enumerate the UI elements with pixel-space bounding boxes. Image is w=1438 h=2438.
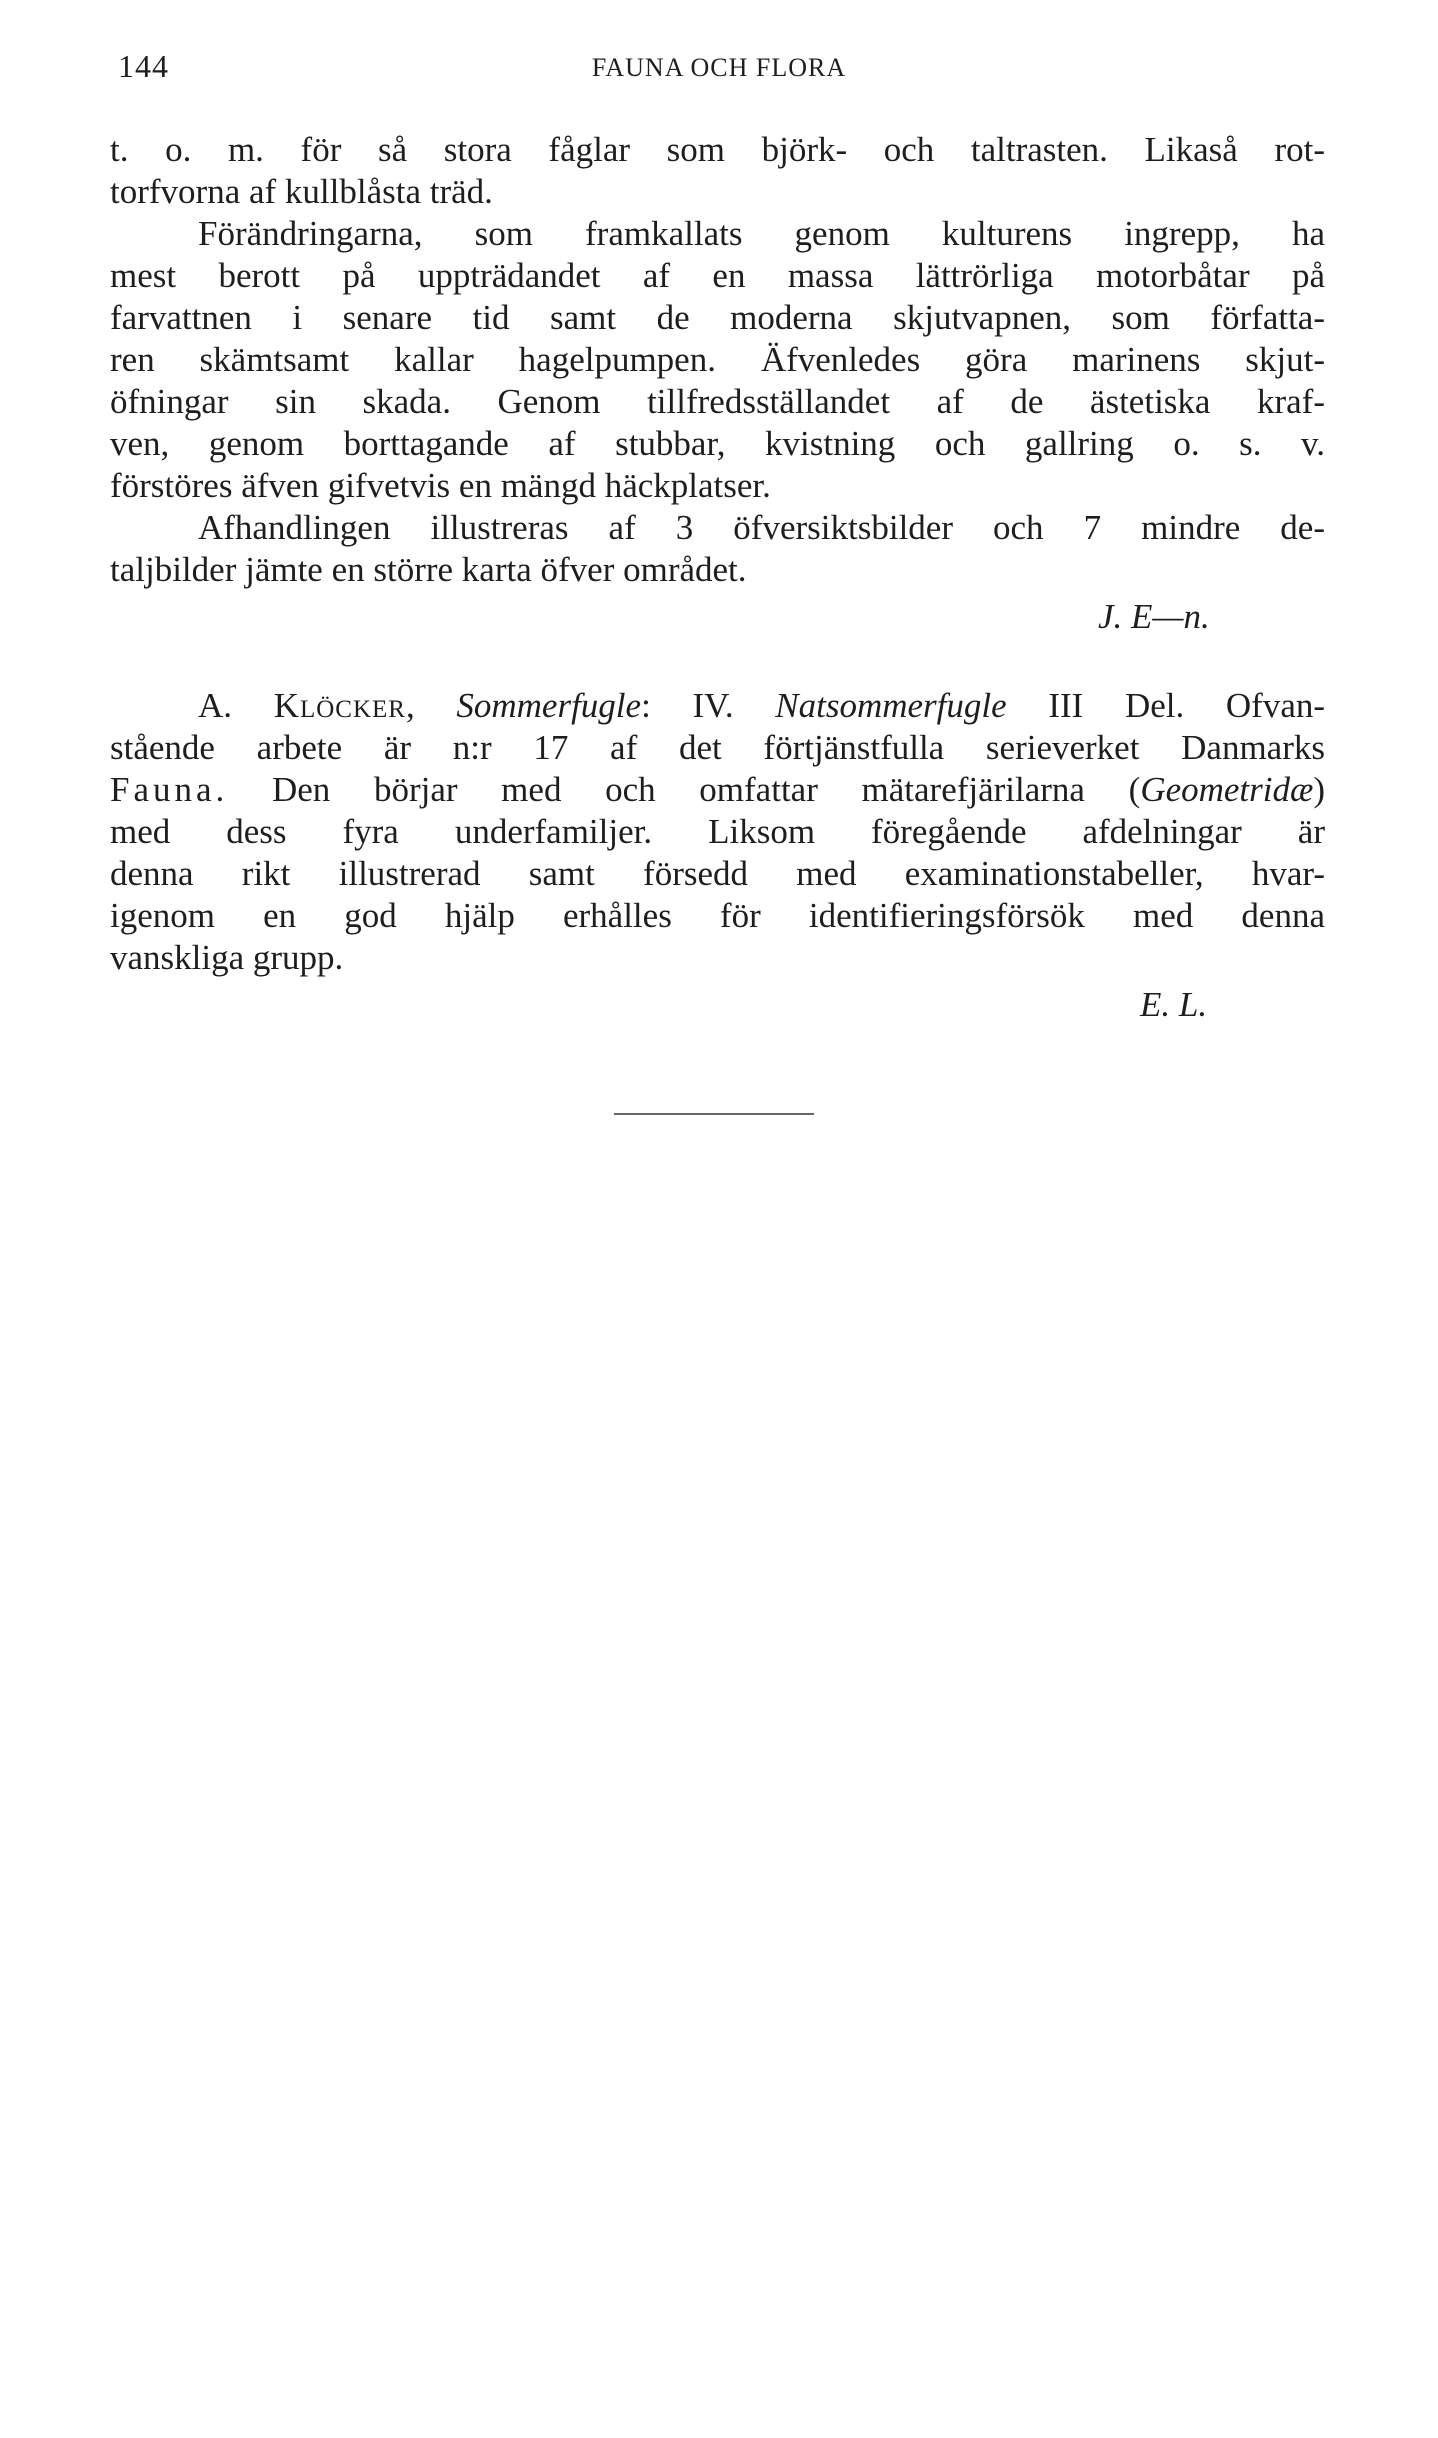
review-heading-line	[198, 685, 1325, 727]
body-line: taljbilder jämte en större karta öfver området.	[110, 550, 747, 589]
body-line: Afhandlingen illustreras af 3 öfversiktsbilder och 7 mindre de-	[198, 508, 1325, 547]
taxon-name: (Geometridæ)	[1128, 770, 1326, 809]
body-line: vanskliga grupp.	[110, 938, 344, 977]
body-line: förstöres äfven gifvetvis en mängd häckplatser.	[110, 466, 771, 505]
body-line: med dess fyra underfamiljer. Liksom föregående afdelningar är	[110, 812, 1325, 851]
review-signature: J. E—n.	[1098, 597, 1210, 636]
author-name: Klöcker	[273, 686, 406, 725]
body-line	[110, 769, 1325, 811]
book-title: Sommerfugle	[456, 686, 642, 725]
running-header: FAUNA OCH FLORA	[591, 53, 847, 82]
separator-text: : IV.	[641, 686, 734, 725]
body-line: ven, genom borttagande af stubbar, kvistning och gallring o. s. v.	[110, 424, 1325, 463]
body-line: mest berott på uppträdandet af en massa lättrörliga motorbåtar på	[110, 256, 1325, 295]
book-subtitle: Natsommerfugle	[775, 686, 1007, 725]
body-line: Förändringarna, som framkallats genom kulturens ingrepp, ha	[198, 214, 1325, 253]
body-line: öfningar sin skada. Genom tillfredsställandet af de ästetiska kraf-	[110, 382, 1325, 421]
body-line: t. o. m. för så stora fåglar som björk- och taltrasten. Likaså rot-	[110, 130, 1325, 169]
page-number: 144	[118, 48, 169, 84]
body-line: torfvorna af kullblåsta träd.	[110, 172, 493, 211]
section-divider	[614, 1113, 814, 1115]
review-signature: E. L.	[1140, 985, 1208, 1024]
heading-rest: III Del. Ofvan-	[1048, 686, 1326, 725]
body-line: stående arbete är n:r 17 af det förtjänstfulla serieverket Danmarks	[110, 728, 1325, 767]
body-line: ren skämtsamt kallar hagelpumpen. Äfvenledes göra marinens skjut-	[110, 340, 1325, 379]
author-initial: A.	[198, 686, 233, 725]
body-line: igenom en god hjälp erhålles för identifieringsförsök med denna	[110, 896, 1325, 935]
series-name: Fauna.	[110, 770, 229, 809]
body-text: Den börjar med och omfattar mätarefjärilarna	[271, 770, 1085, 809]
separator-text: ,	[405, 686, 415, 725]
body-line: farvattnen i senare tid samt de moderna skjutvapnen, som författa-	[110, 298, 1325, 337]
body-line: denna rikt illustrerad samt försedd med examinationstabeller, hvar-	[110, 854, 1325, 893]
